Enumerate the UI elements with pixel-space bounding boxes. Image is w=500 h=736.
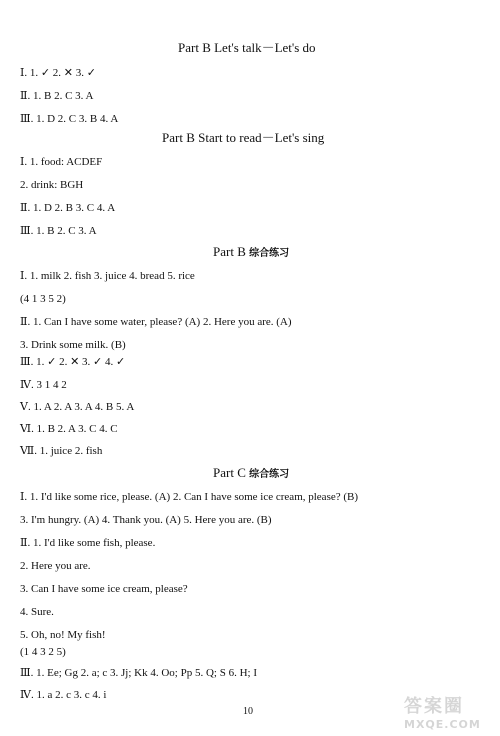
answer-line: Ⅲ. 1. Ee; Gg 2. a; c 3. Jj; Kk 4. Oo; Pp 5. Q; S 6. H; I bbox=[20, 667, 258, 679]
answer-line: Ⅴ. 1. A 2. A 3. A 4. B 5. A bbox=[20, 401, 135, 413]
answer-line: Ⅰ. 1. I'd like some rice, please. (A) 2. Can I have some ice cream, please? (B) bbox=[20, 491, 359, 503]
answer-line: Ⅰ. 1. milk 2. fish 3. juice 4. bread 5. rice bbox=[20, 270, 195, 282]
answer-line: Ⅵ. 1. B 2. A 3. C 4. C bbox=[20, 423, 118, 435]
answer-line: 2. drink: BGH bbox=[20, 179, 84, 191]
answer-line: Ⅱ. 1. B 2. C 3. A bbox=[20, 90, 94, 102]
answer-line: Ⅶ. 1. juice 2. fish bbox=[20, 445, 103, 457]
answer-line: Ⅲ. 1. D 2. C 3. B 4. A bbox=[20, 113, 119, 125]
answer-line: (1 4 3 2 5) bbox=[20, 646, 66, 658]
watermark-logo-url: MXQE.COM bbox=[404, 718, 481, 731]
answer-line: 2. Here you are. bbox=[20, 560, 91, 572]
section-heading-2: Part B Start to read－Let's sing bbox=[162, 130, 325, 145]
answer-line: Ⅲ. 1. B 2. C 3. A bbox=[20, 225, 97, 237]
watermark-logo bbox=[404, 692, 496, 732]
section-heading-1: Part B Let's talk－Let's do bbox=[178, 40, 316, 55]
answer-line: Ⅱ. 1. I'd like some fish, please. bbox=[20, 537, 156, 549]
section-heading-3: Part B 综合练习 bbox=[213, 244, 290, 259]
answer-line: Ⅳ. 1. a 2. c 3. c 4. i bbox=[20, 689, 107, 701]
answer-line: Ⅲ. 1. ✓ 2. ✕ 3. ✓ 4. ✓ bbox=[20, 356, 126, 368]
section-heading-4: Part C 综合练习 bbox=[213, 465, 290, 480]
answer-line: 3. Drink some milk. (B) bbox=[20, 339, 126, 351]
answer-line: 5. Oh, no! My fish! bbox=[20, 629, 106, 641]
answer-line: Ⅱ. 1. Can I have some water, please? (A) 2. Here you are. (A) bbox=[20, 316, 292, 328]
answer-line: Ⅰ. 1. food: ACDEF bbox=[20, 156, 103, 168]
answer-line: Ⅰ. 1. ✓ 2. ✕ 3. ✓ bbox=[20, 67, 96, 79]
answer-line: 3. Can I have some ice cream, please? bbox=[20, 583, 188, 595]
page-number: 10 bbox=[243, 706, 253, 717]
answer-line: 3. I'm hungry. (A) 4. Thank you. (A) 5. Here you are. (B) bbox=[20, 514, 272, 526]
answer-line: (4 1 3 5 2) bbox=[20, 293, 66, 305]
answer-line: Ⅱ. 1. D 2. B 3. C 4. A bbox=[20, 202, 116, 214]
watermark-logo-text: 答案圈 bbox=[404, 696, 464, 717]
answer-line: Ⅳ. 3 1 4 2 bbox=[20, 379, 67, 391]
answer-line: 4. Sure. bbox=[20, 606, 54, 618]
